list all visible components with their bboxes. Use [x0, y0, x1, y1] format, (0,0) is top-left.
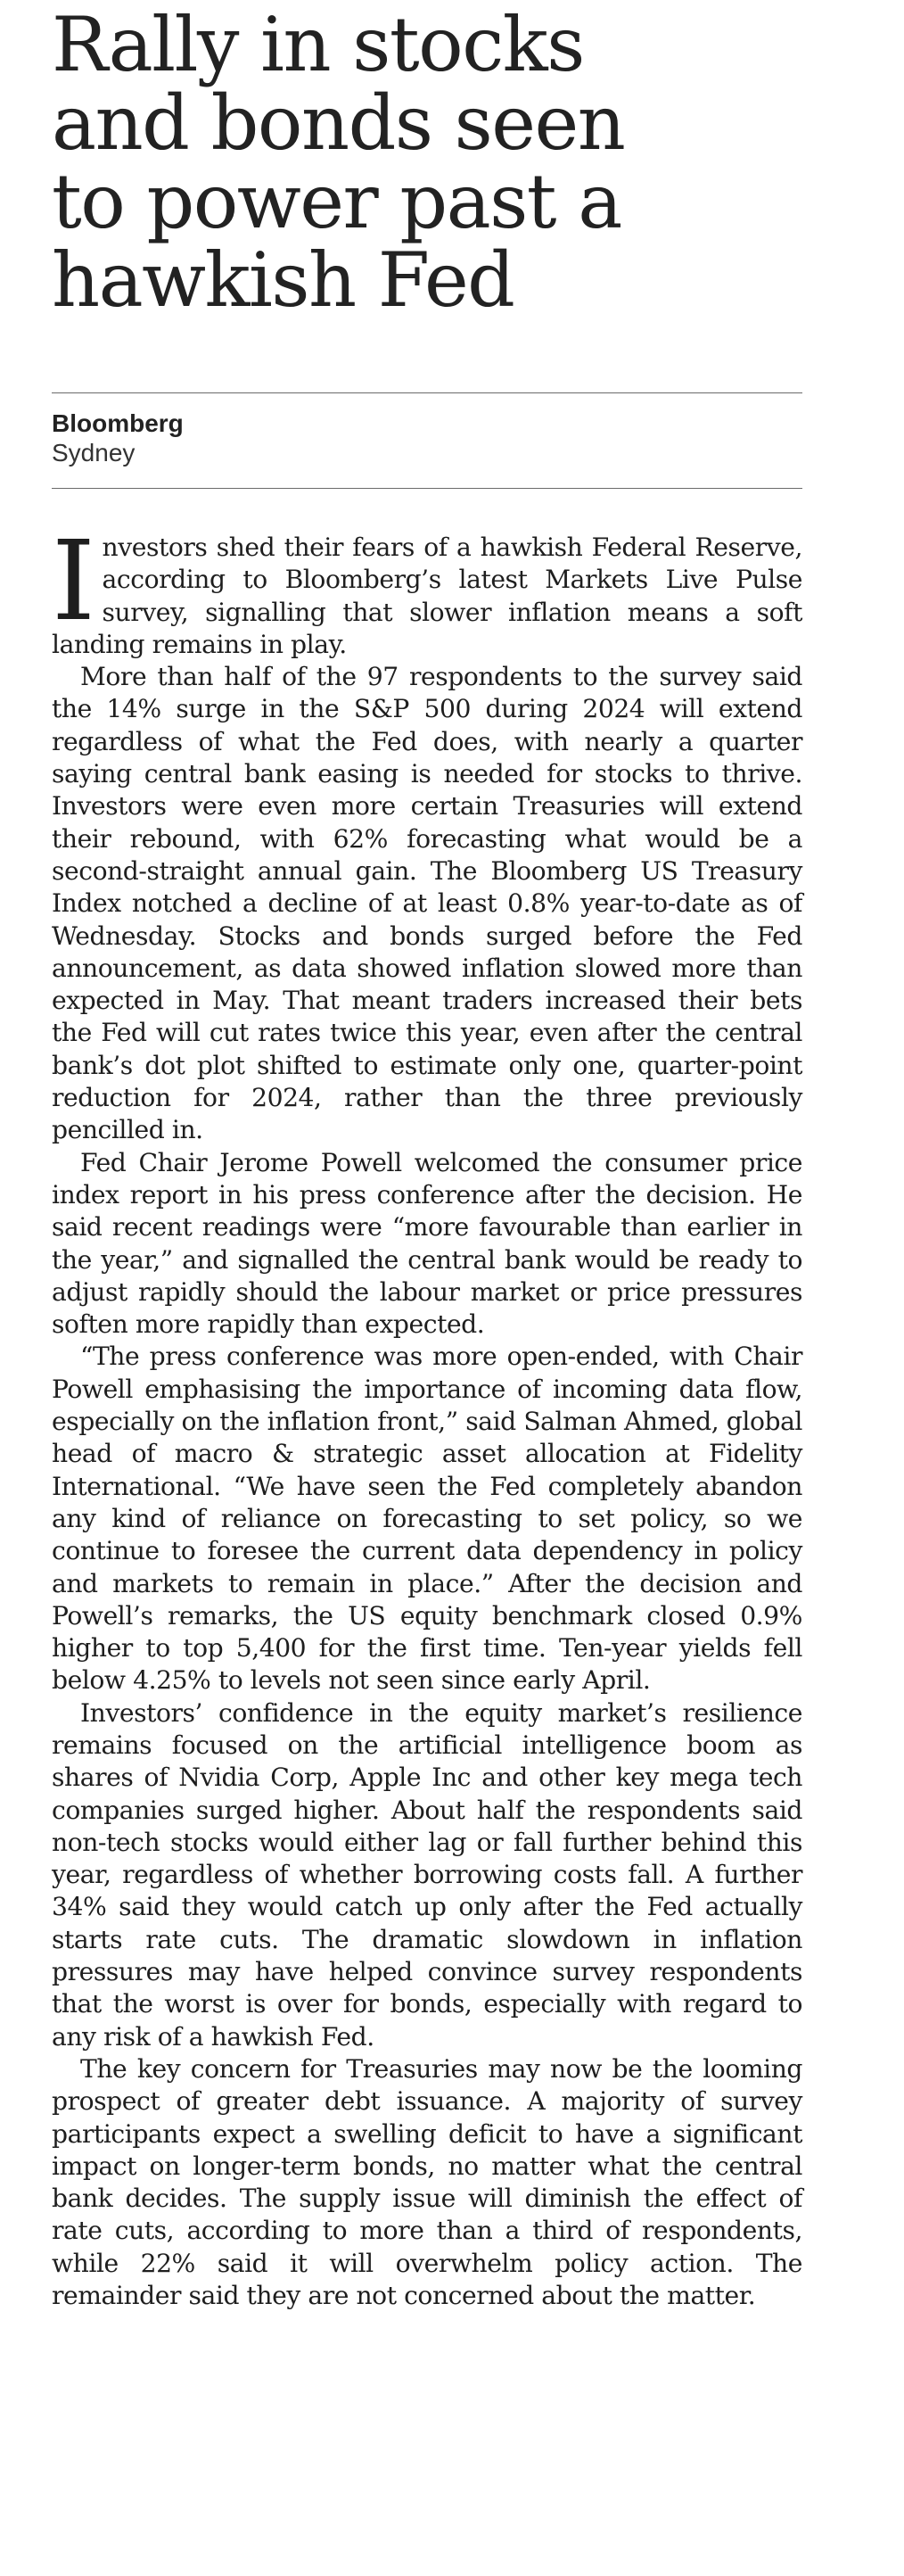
article-body — [52, 517, 802, 2312]
headline — [52, 0, 802, 324]
drop-cap: I — [52, 517, 95, 646]
body-paragraph-5: The key concern for Treasuries may now be the looming prospect of greater debt issuance. A majority of survey participants expect a swelling deficit to have a significant impact on longer-term bonds, no matter what the central bank decides. The supply issue will diminish the effect of rate cuts, according to more than a third of respondents, while 22% said it will overwhelm policy action. The remainder said they are not concerned about the matter. — [52, 2053, 802, 2311]
body-paragraph-2: Fed Chair Jerome Powell welcomed the consumer price index report in his press conference after the decision. He said recent readings were “more favourable than earlier in the year,” and signalled the central bank would be ready to adjust rapidly should the labour market or price pressures soften more rapidly than expected. — [52, 1147, 802, 1340]
lead-paragraph-text: nvestors shed their fears of a hawkish Federal Reserve, according to Bloomberg’s latest Markets Live Pulse survey, signalling that slower inflation means a soft landing remains in play. — [52, 533, 802, 659]
byline-place: Sydney — [52, 439, 136, 466]
headline-line-4: hawkish Fed — [52, 236, 514, 324]
headline-line-3: to power past a — [52, 158, 621, 245]
lead-paragraph — [52, 517, 802, 661]
body-paragraph-4: Investors’ confidence in the equity market’s resilience remains focused on the artificial intelligence boom as shares of Nvidia Corp, Apple Inc and other key mega tech companies surged higher. About half the respondents said non-tech stocks would either lag or fall further behind this year, regardless of whether borrowing costs fall. A further 34% said they would catch up only after the Fed actually starts rate cuts. The dramatic slowdown in inflation pressures may have helped convince survey respondents that the worst is over for bonds, especially with regard to any risk of a hawkish Fed. — [52, 1697, 802, 2052]
byline — [52, 393, 802, 488]
body-paragraph-3: “The press conference was more open-ended, with Chair Powell emphasising the importance of incoming data flow, especially on the inflation front,” said Salman Ahmed, global head of macro & strategic asset allocation at Fidelity International. “We have seen the Fed completely abandon any kind of reliance on forecasting to set policy, so we continue to foresee the current data dependency in policy and markets to remain in place.” After the decision and Powell’s remarks, the US equity benchmark closed 0.9% higher to top 5,400 for the first time. Ten-year yields fell below 4.25% to levels not seen since early April. — [52, 1342, 802, 1696]
headline-line-2: and bonds seen — [52, 79, 625, 167]
article-page — [52, 0, 802, 2312]
byline-source: Bloomberg — [52, 409, 184, 437]
body-paragraph-1: More than half of the 97 respondents to the survey said the 14% surge in the S&P 500 during 2024 will extend regardless of what the Fed does, with nearly a quarter saying central bank easing is needed for stocks to thrive. Investors were even more certain Treasuries will extend their rebound, with 62% forecasting what would be a second-straight annual gain. The Bloomberg US Treasury Index notched a decline of at least 0.8% year-to-date as of Wednesday. Stocks and bonds surged before the Fed announcement, as data showed inflation slowed more than expected in May. That meant traders increased their bets the Fed will cut rates twice this year, even after the central bank’s dot plot shifted to estimate only one, quarter-point reduction for 2024, rather than the three previously pencilled in. — [52, 662, 802, 1145]
headline-line-1: Rally in stocks — [52, 1, 584, 88]
byline-bottom-divider — [52, 488, 802, 489]
